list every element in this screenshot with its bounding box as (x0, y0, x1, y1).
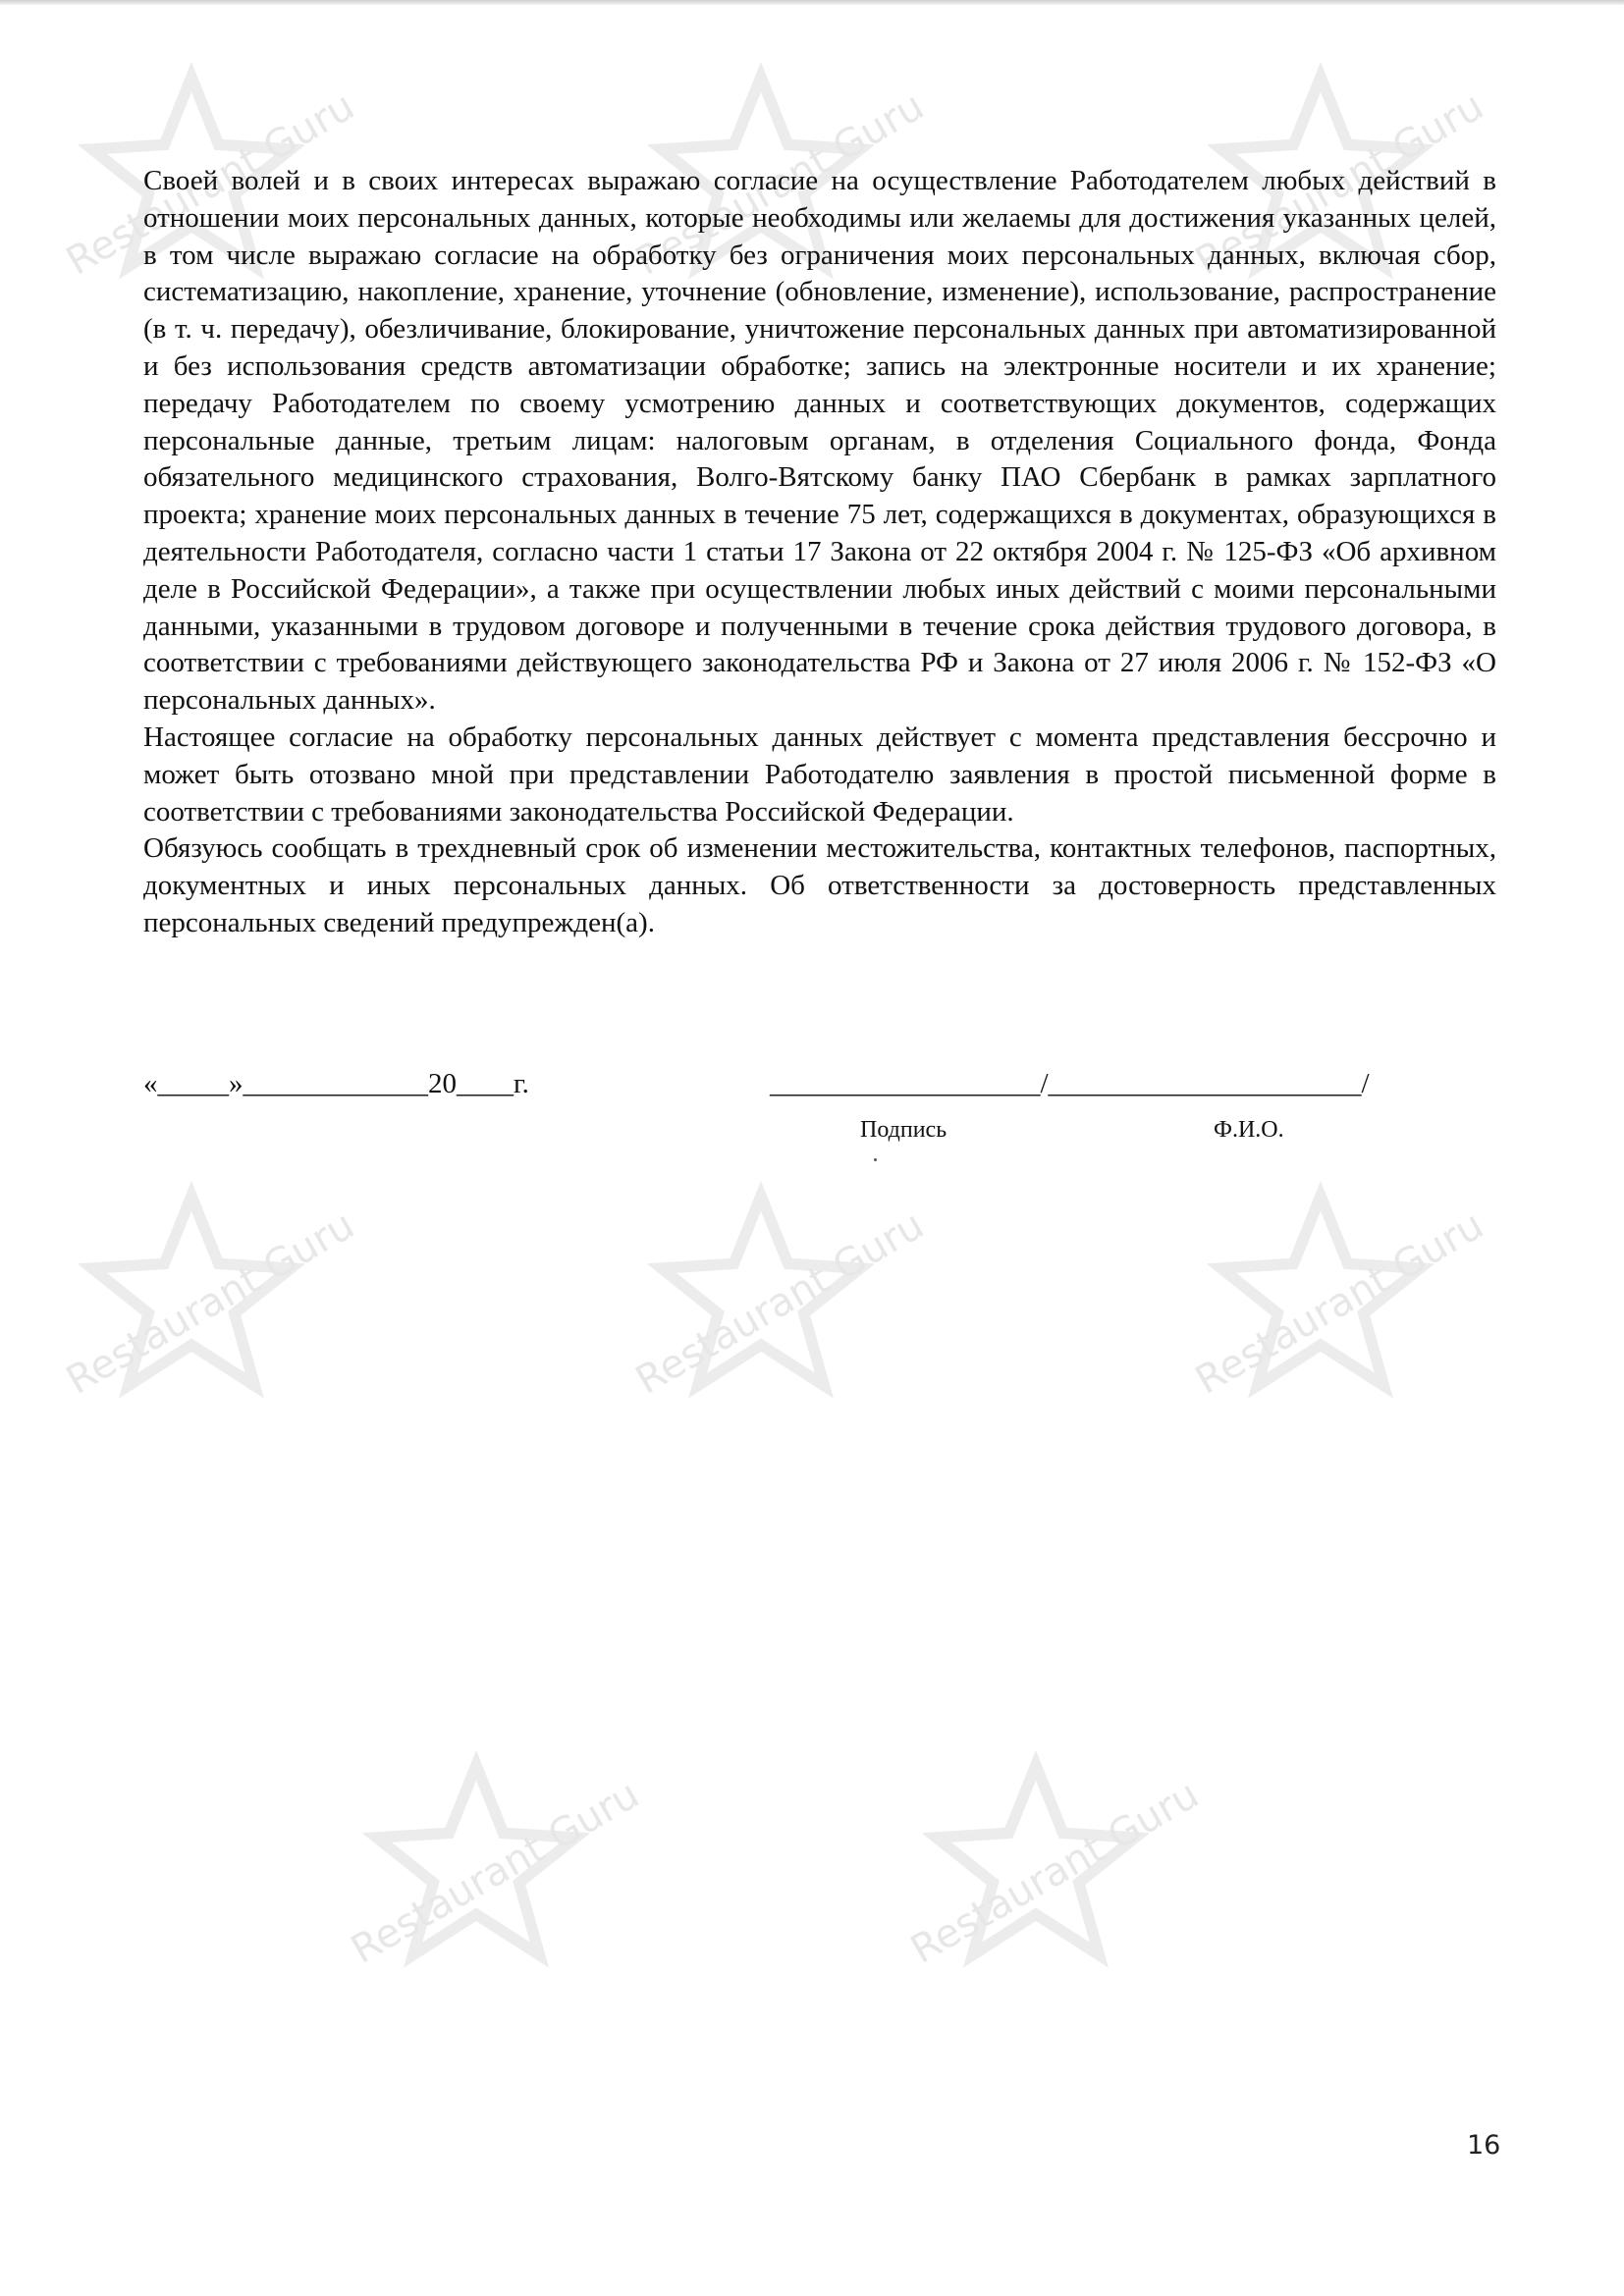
watermark-text: Restaurant Guru (59, 83, 362, 285)
name-caption: Ф.И.О. (1214, 1117, 1284, 1143)
date-field: «_____»_____________20____г. (143, 1068, 529, 1099)
watermark-text: Restaurant Guru (59, 1202, 362, 1404)
signature-caption: Подпись (860, 1117, 947, 1143)
star-fork-logo-icon (1208, 1178, 1434, 1404)
watermark-text: Restaurant Guru (903, 1772, 1207, 1973)
document-body (143, 163, 1496, 942)
watermark-text: Restaurant Guru (344, 1772, 647, 1973)
obligation-paragraph: Обязуюсь сообщать в трехдневный срок об изменении местожительства, контактных телефонов, паспортных, документных и иных персональных данных. Об ответственности за достоверность представленных персональных сведений предупрежден(а). (143, 832, 1496, 938)
watermark (344, 1747, 647, 2042)
scan-speck (874, 1158, 877, 1161)
star-fork-logo-icon (648, 1178, 874, 1404)
consent-paragraph: Своей волей и в своих интересах выражаю согласие на осуществление Работодателем любых действий в отношении моих персональных данных, которые необходимы или желаемы для достижения указанных целей, в том числе выражаю согласие на обработку без ограничения моих персональных данных, включая сбор, систематизацию, накопление, хранение, уточнение (обновление, изменение), использование, распространение (в т. ч. передачу), обезличивание, блокирование, уничтожение персональных данных при автоматизированной и без использования средств автоматизации обработке; запись на электронные носители и их хранение; передачу Работодателем по своему усмотрению данных и соответствующих документов, содержащих персональные данные, третьим лицам: налоговым органам, в отделения Социального фонда, Фонда обязательного медицинского страхования, Волго-Вятскому банку ПАО Сбербанк в рамках зарплатного проекта; хранение моих персональных данных в течение 75 лет, содержащихся в документах, образующихся в деятельности Работодателя, согласно части 1 статьи 17 Закона от 22 октября 2004 г. № 125-ФЗ «Об архивном деле в Российской Федерации», а также при осуществлении любых иных действий с моими персональными данными, указанными в трудовом договоре и полученными в течение срока действия трудового договора, в соответствии с требованиями действующего законодательства РФ и Закона от 27 июля 2006 г. № 152-ФЗ «О персональных данных». (143, 165, 1496, 717)
scan-top-edge (0, 0, 1624, 5)
star-fork-logo-icon (79, 1178, 304, 1404)
watermark (1188, 1178, 1491, 1472)
star-fork-logo-icon (363, 1747, 589, 1973)
watermark (628, 1178, 932, 1472)
signature-block (143, 1068, 1496, 1147)
watermark-text: Restaurant Guru (628, 1202, 932, 1404)
watermark (903, 1747, 1207, 2042)
star-fork-logo-icon (923, 1747, 1149, 1973)
watermark-text: Restaurant Guru (628, 83, 932, 285)
watermark-text: Restaurant Guru (1188, 83, 1491, 285)
validity-paragraph: Настоящее согласие на обработку персональных данных действует с момента представления бессрочно и может быть отозвано мной при представлении Работодателю заявления в простой письменной форме в соответствии с требованиями законодательства Российской Федерации. (143, 721, 1496, 828)
signature-lines: ___________________/______________________/ (770, 1068, 1370, 1099)
watermark-text: Restaurant Guru (1188, 1202, 1491, 1404)
page-number: 16 (1467, 2130, 1501, 2161)
watermark (59, 1178, 362, 1472)
